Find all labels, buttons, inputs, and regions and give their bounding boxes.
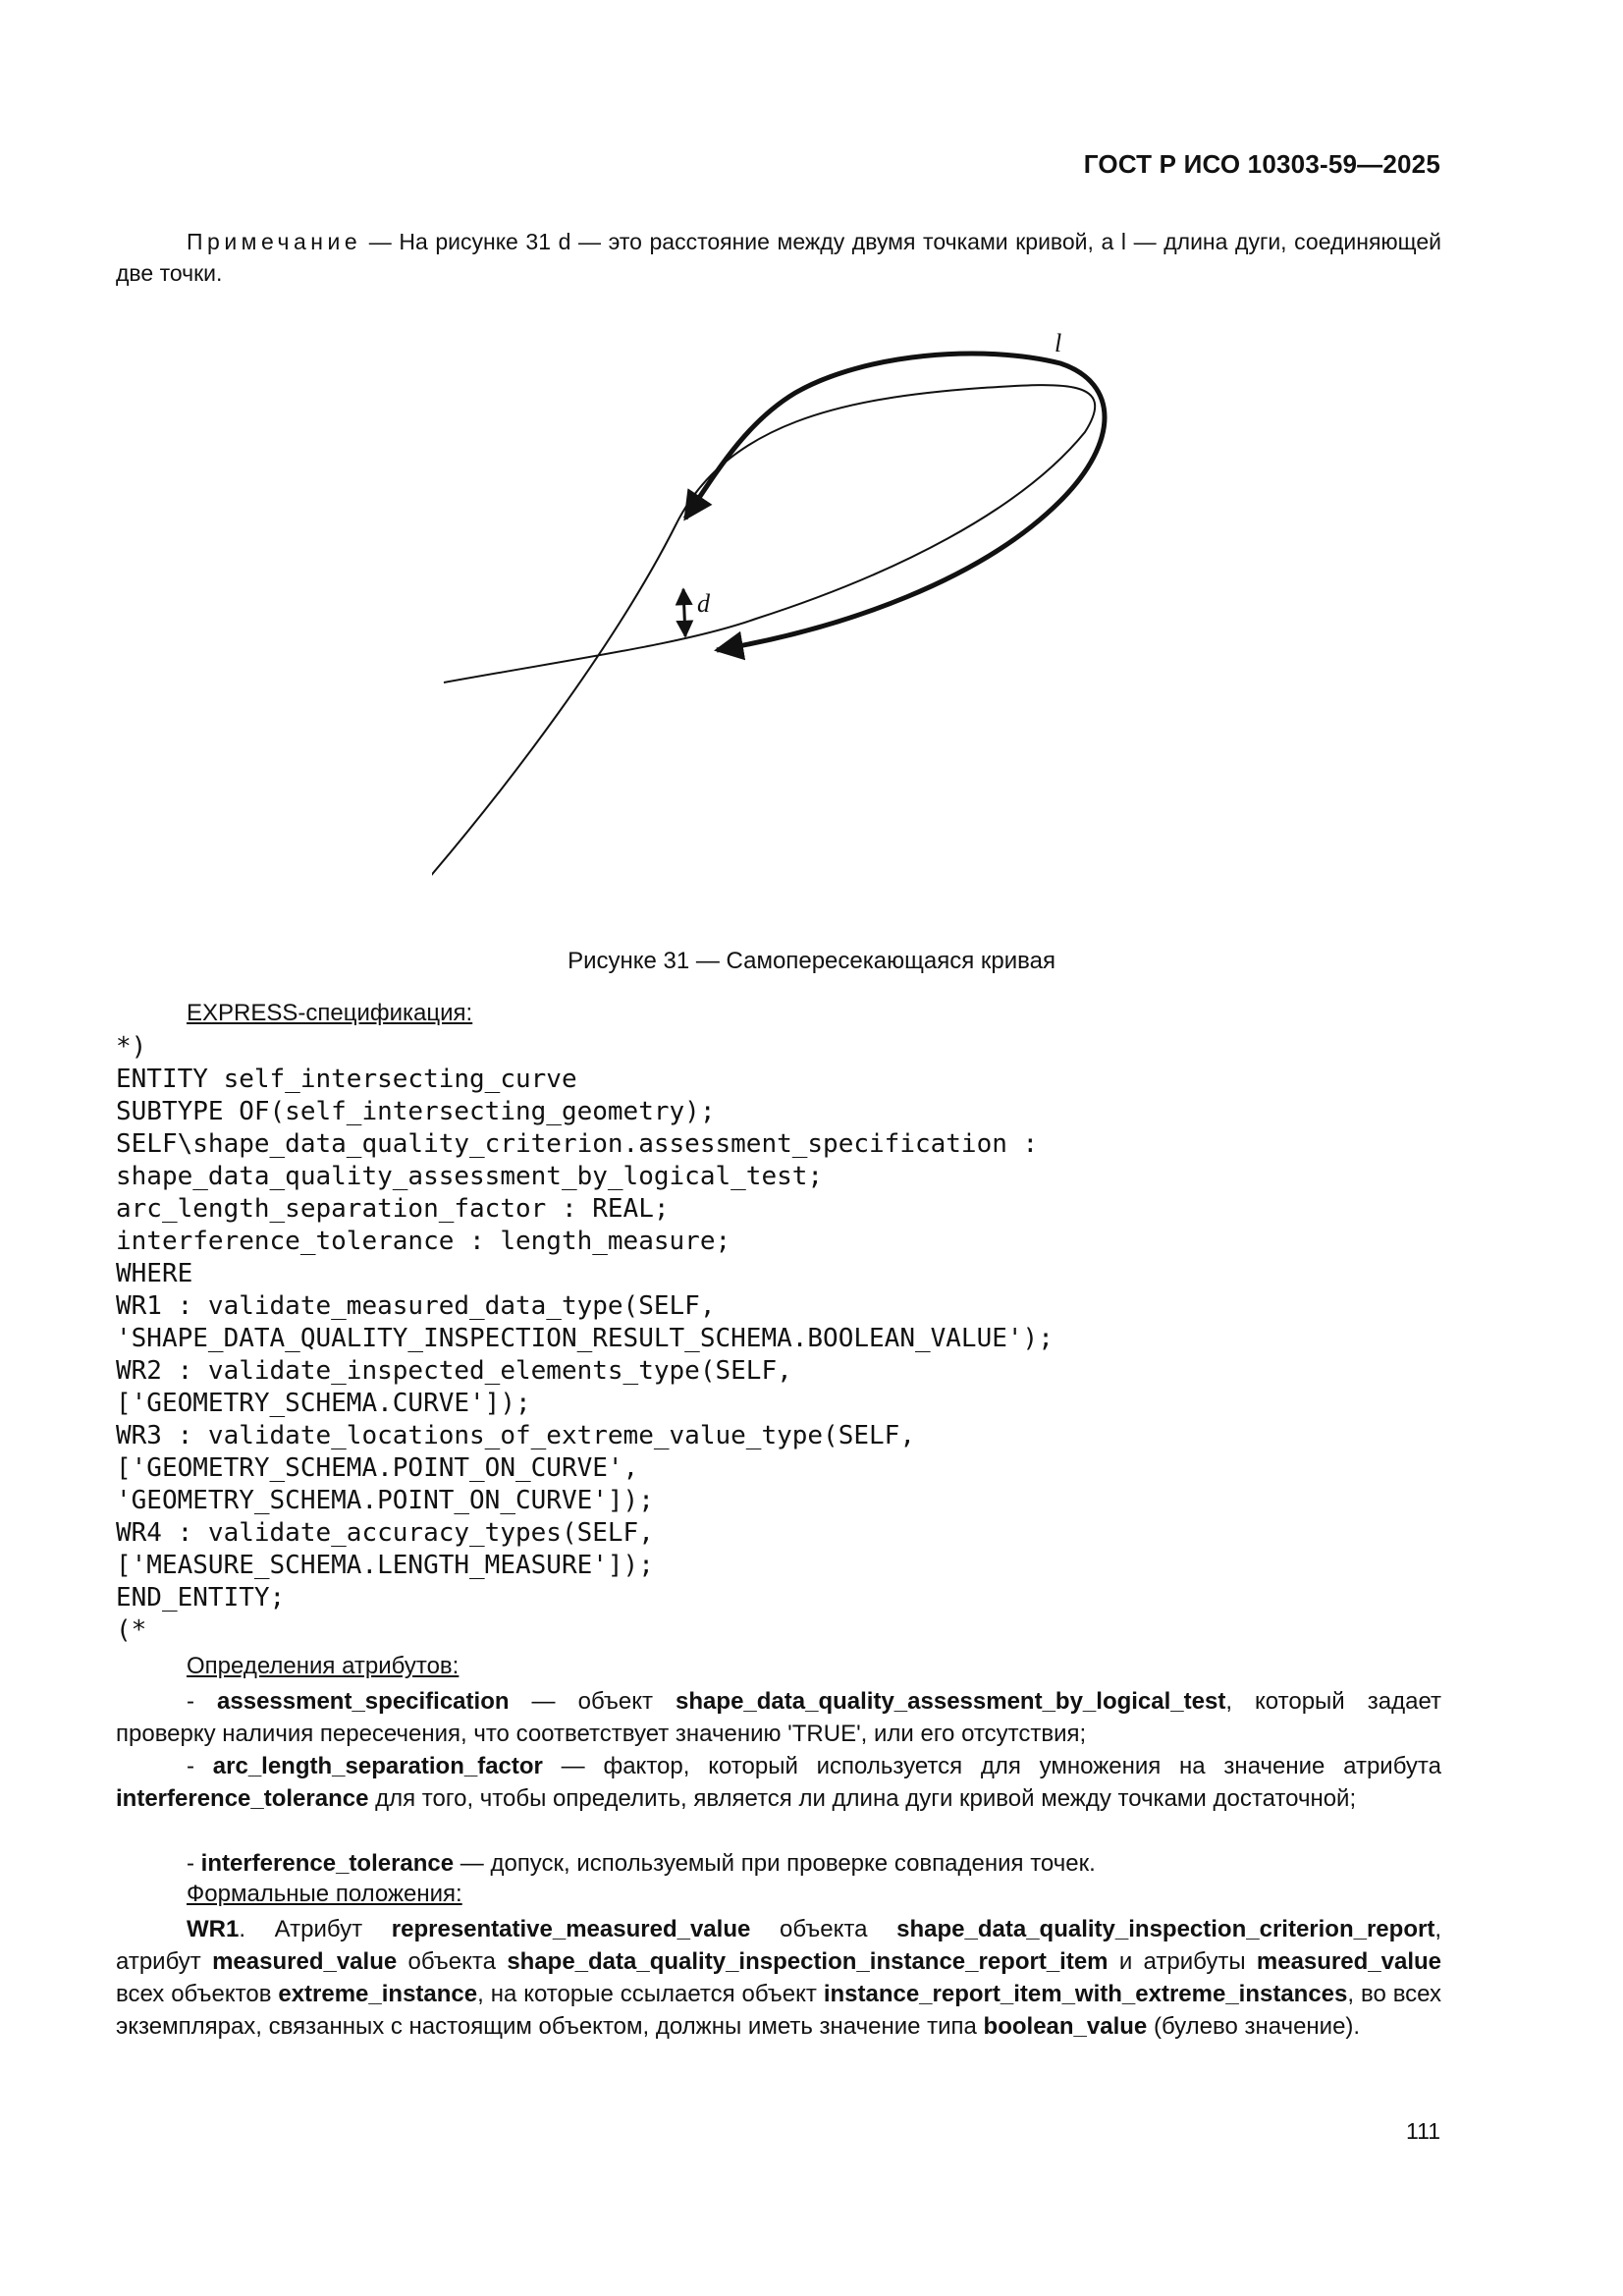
thin-curve xyxy=(432,385,1095,908)
attribute-name: arc_length_separation_factor xyxy=(212,1753,543,1779)
code-line: *) xyxy=(116,1032,147,1062)
attributes-heading: Определения атрибутов: xyxy=(187,1653,460,1679)
code-line: ['MEASURE_SCHEMA.LENGTH_MEASURE']); xyxy=(116,1551,654,1580)
distance-arrow xyxy=(683,589,685,636)
figure-caption: Рисунке 31 — Самопересекающаяся кривая xyxy=(568,948,1055,974)
attribute-item: - arc_length_separation_factor — фактор, который используется для умножения на значение атрибута interference_tolerance для того, чтобы определить, является ли длина дуги кривой между точками достаточной; xyxy=(116,1753,1441,1812)
express-heading: EXPRESS-спецификация: xyxy=(187,1000,473,1026)
code-line: ['GEOMETRY_SCHEMA.POINT_ON_CURVE', xyxy=(116,1453,639,1483)
code-line: SUBTYPE OF(self_intersecting_geometry); xyxy=(116,1097,716,1126)
code-line: interference_tolerance : length_measure; xyxy=(116,1227,731,1256)
attribute-name: assessment_specification xyxy=(217,1688,510,1715)
standard-header: ГОСТ Р ИСО 10303-59—2025 xyxy=(1083,149,1440,179)
code-line: WR1 : validate_measured_data_type(SELF, xyxy=(116,1291,716,1321)
code-line: 'GEOMETRY_SCHEMA.POINT_ON_CURVE']); xyxy=(116,1486,654,1515)
wr1-paragraph: WR1. Атрибут representative_measured_value объекта shape_data_quality_inspection_criterion_report, атрибут measured_value объекта shape_data_quality_inspection_instance_report_item и атрибуты measured_value всех объектов extreme_instance, на которые ссылается объект instance_report_item_with_extreme_instances, во всех экземплярах, связанных с настоящим объектом, должны иметь значение типа boolean_value (булево значение). xyxy=(116,1916,1441,2040)
wr1-label: WR1 xyxy=(187,1916,240,1942)
label-l: l xyxy=(1055,329,1062,357)
code-line: 'SHAPE_DATA_QUALITY_INSPECTION_RESULT_SCHEMA.BOOLEAN_VALUE'); xyxy=(116,1324,1054,1353)
attribute-item: - interference_tolerance — допуск, используемый при проверке совпадения точек. xyxy=(187,1850,1096,1877)
figure-note xyxy=(116,226,1441,289)
attribute-ref: interference_tolerance xyxy=(116,1785,369,1812)
code-line: WR4 : validate_accuracy_types(SELF, xyxy=(116,1518,654,1548)
code-line: END_ENTITY; xyxy=(116,1583,286,1613)
formal-heading: Формальные положения: xyxy=(187,1881,462,1907)
page-number: 111 xyxy=(1406,2118,1440,2144)
code-line: WHERE xyxy=(116,1259,193,1288)
code-line: arc_length_separation_factor : REAL; xyxy=(116,1194,670,1224)
code-line: WR2 : validate_inspected_elements_type(SELF, xyxy=(116,1356,792,1386)
attribute-name: interference_tolerance xyxy=(200,1850,455,1877)
curve-diagram xyxy=(432,324,1139,923)
code-line: shape_data_quality_assessment_by_logical_test; xyxy=(116,1162,824,1191)
label-d: d xyxy=(697,589,710,618)
note-text: — На рисунке 31 d — это расстояние между двумя точками кривой, а l — длина дуги, соединяющей две точки. xyxy=(116,229,1441,286)
express-code-block xyxy=(116,1031,1441,1647)
attribute-item: - assessment_specification — объект shape_data_quality_assessment_by_logical_test, который задает проверку наличия пересечения, что соответствует значению 'TRUE', или его отсутствия; xyxy=(116,1688,1441,1747)
note-label: Примечание xyxy=(187,229,362,254)
code-line: (* xyxy=(116,1615,147,1645)
figure-self-intersecting-curve xyxy=(432,324,1139,923)
code-line: WR3 : validate_locations_of_extreme_value_type(SELF, xyxy=(116,1421,915,1450)
code-line: ['GEOMETRY_SCHEMA.CURVE']); xyxy=(116,1389,531,1418)
attribute-ref: shape_data_quality_assessment_by_logical_test xyxy=(676,1688,1226,1715)
code-line: ENTITY self_intersecting_curve xyxy=(116,1065,577,1094)
code-line: SELF\shape_data_quality_criterion.assessment_specification : xyxy=(116,1129,1039,1159)
